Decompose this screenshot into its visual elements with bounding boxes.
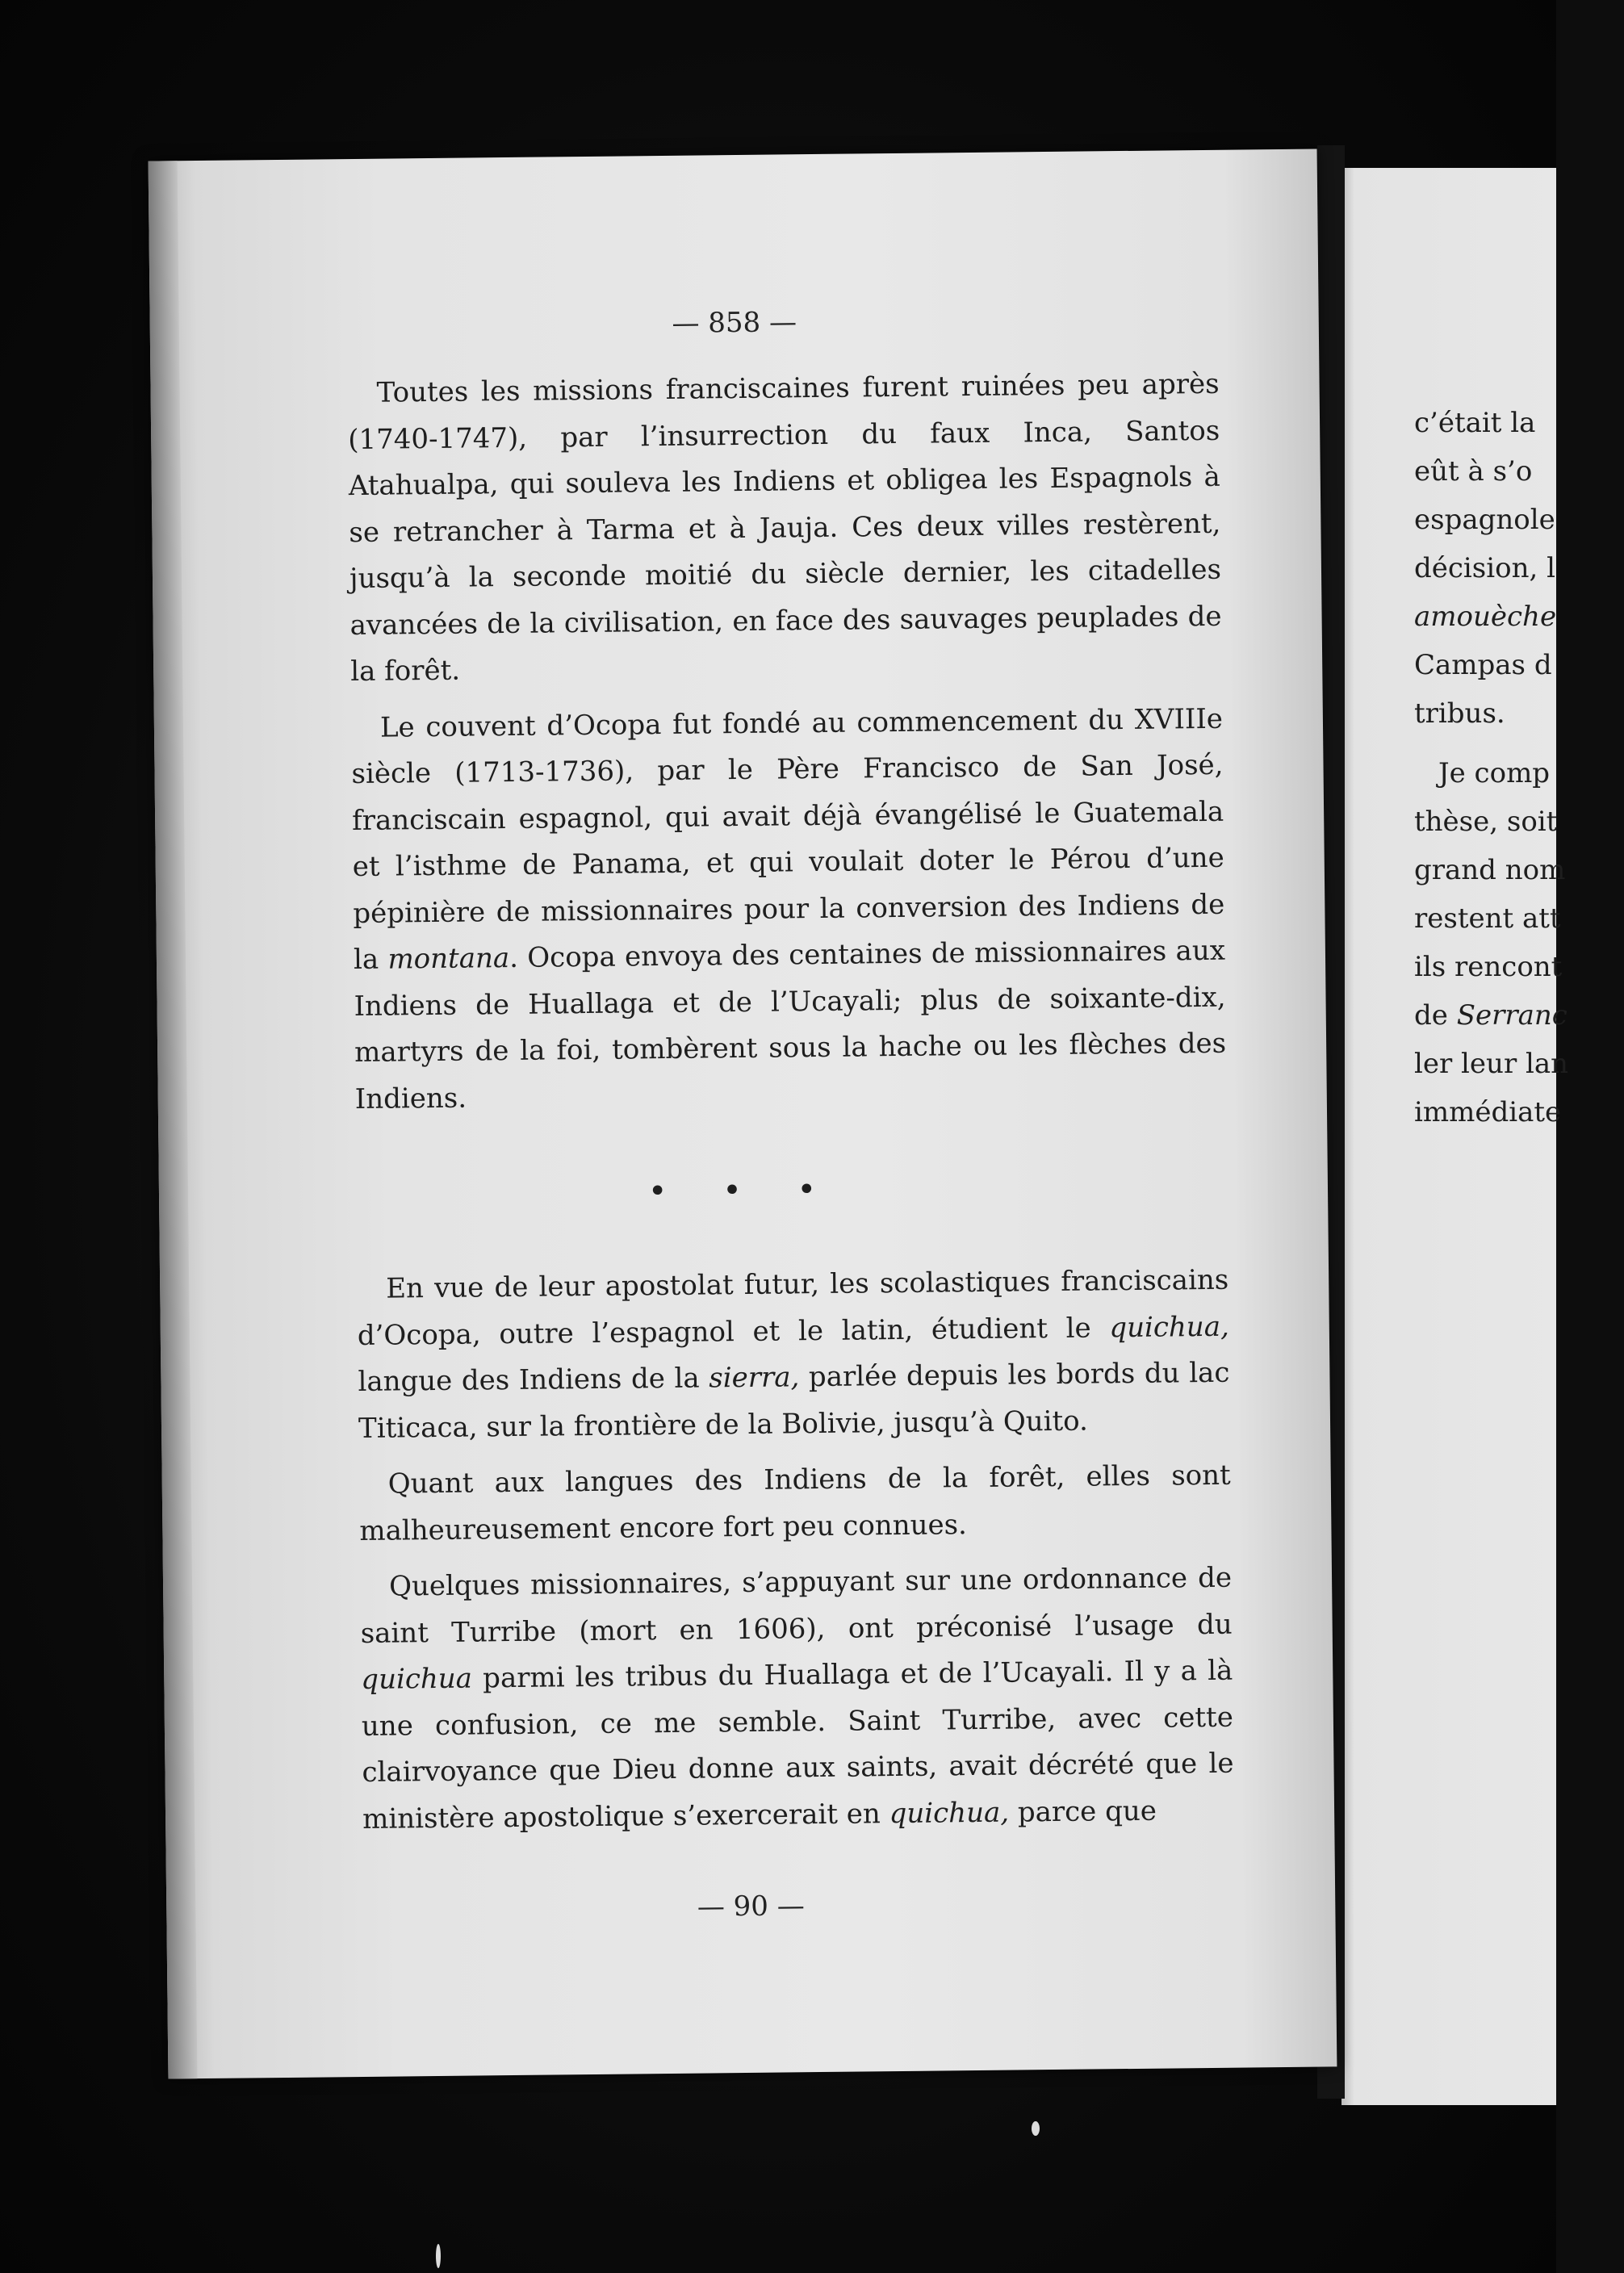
right-line: grand nom [1414, 854, 1566, 886]
right-line: Je comp [1438, 757, 1551, 789]
paragraph-ocopa-convent: Le couvent d’Ocopa fut fondé au commencement du XVIIIe siècle (1713-1736), par le Père Francisco de San José, franciscain espagnol, qui avait déjà évangélisé le Guatemala et l’isthme de Panama, et qui voulait doter le Pérou d’une pépinière de missionnaires pour la conversion des Indiens de la montana. Ocopa envoya des centaines de missionnaires aux Indiens de Huallaga et de l’Ucayali; plus de soixante-dix, martyrs de la foi, tombèrent sous la hache ou les flèches des Indiens. [351, 702, 1227, 1116]
paragraph-quichua: En vue de leur apostolat futur, les scolastiques franciscains d’Ocopa, outre l’espagnol et le latin, étudient le quichua, langue des Indiens de la sierra, parlée depuis les bords du lac Titicaca, sur la frontière de la Bolivie, jusqu’à Quito. [357, 1263, 1230, 1445]
right-line: ils rencont [1414, 951, 1563, 983]
text-block-upper [347, 362, 1227, 1123]
left-page [149, 149, 1337, 2078]
right-page-text [1414, 399, 1624, 1136]
right-line: thèse, soit [1414, 806, 1558, 838]
right-line: amouèche [1414, 601, 1557, 633]
paragraph-turribe: Quelques missionnaires, s’appuyant sur une ordonnance de saint Turribe (mort en 1606), ont préconisé l’usage du quichua parmi les tribus du Huallaga et de l’Ucayali. Il y a là une confusion, ce me semble. Saint Turribe, avec cette clairvoyance que Dieu donne aux saints, avait décrété que le ministère apostolique s’exercerait en quichua, parce que [360, 1561, 1234, 1836]
right-line: restent att [1414, 902, 1561, 935]
right-page [1341, 168, 1569, 2105]
right-line: espagnole [1414, 504, 1555, 536]
right-line: Campas d [1414, 649, 1552, 681]
scan-speck [436, 2244, 441, 2268]
right-line: c’était la [1414, 407, 1536, 439]
paragraph-forest-languages: Quant aux langues des Indiens de la forêt, elles sont malheureusement encore fort peu connues. [359, 1459, 1231, 1547]
right-line: ler leur lan [1414, 1048, 1569, 1080]
page-number-bottom: — 90 — [697, 1890, 805, 1923]
right-line: immédiate [1414, 1096, 1562, 1128]
right-line: eût à s’o [1414, 455, 1533, 488]
page-number-top: — 858 — [672, 306, 797, 340]
paragraph-insurrection: Toutes les missions franciscaines furent ruinées peu après (1740-1747), par l’insurrection du faux Inca, Santos Atahualpa, qui souleva les Indiens et obligea les Espagnols à se retrancher à Tarma et à Jauja. Ces deux villes restèrent, jusqu’à la seconde moitié du siècle dernier, les citadelles avancées de la civilisation, en face des sauvages peuplades de la forêt. [348, 367, 1222, 689]
scan-speck [1032, 2121, 1040, 2136]
section-separator: • • • [647, 1170, 839, 1211]
right-line: de Serranc [1414, 999, 1567, 1032]
text-block-lower [357, 1258, 1234, 1843]
right-line: décision, l [1414, 552, 1555, 584]
right-line: tribus. [1414, 697, 1505, 730]
